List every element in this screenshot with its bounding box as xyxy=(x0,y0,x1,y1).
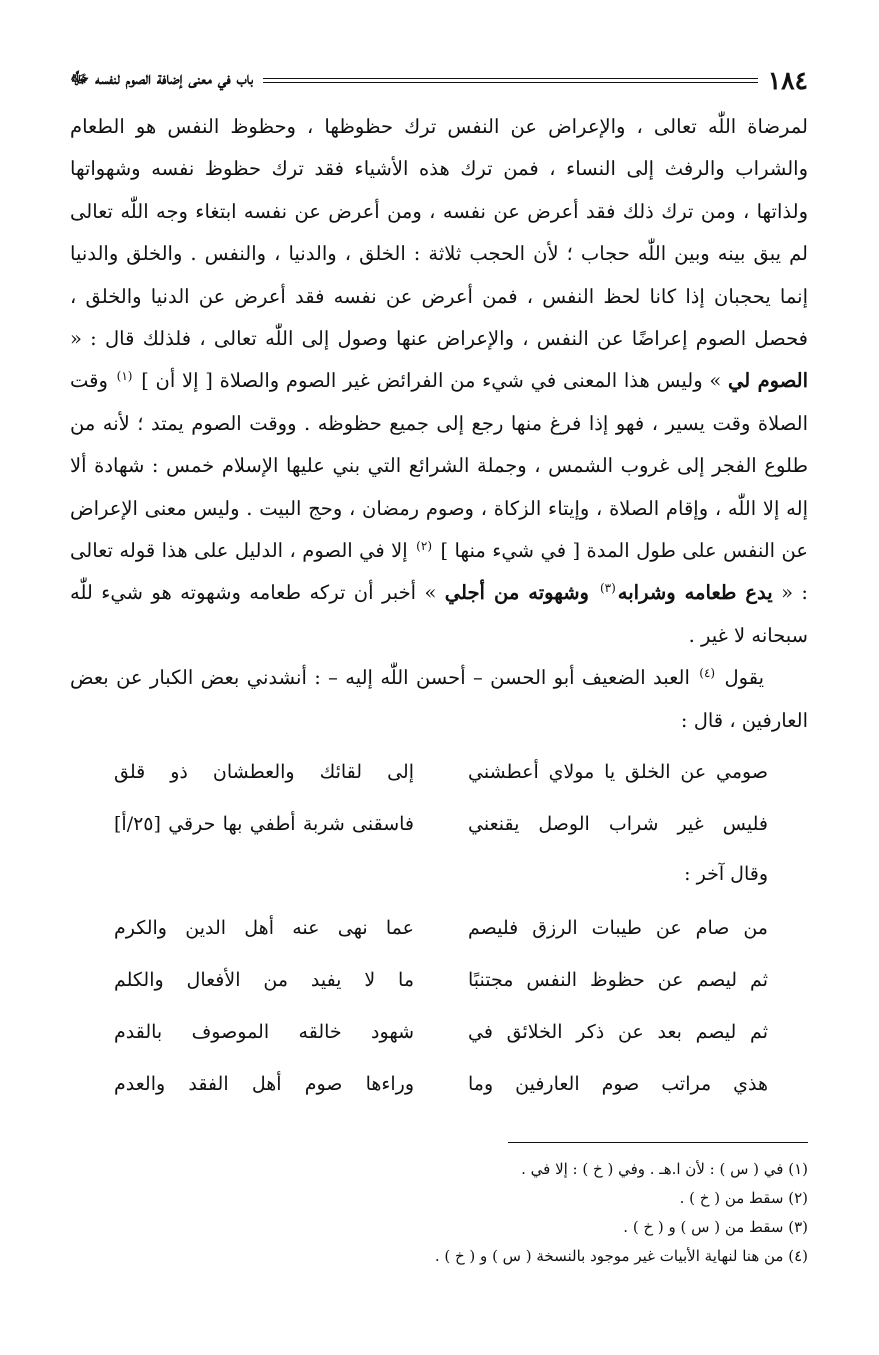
footnote: (٤) من هنا لنهاية الأبيات غير موجود بالنسخة ( س ) و ( خ ) . xyxy=(434,1247,808,1266)
footnote-reference[interactable]: (٣) xyxy=(599,580,616,595)
header-double-rule xyxy=(263,78,758,83)
verse-second-hemistich: فاسقنى شربة أطفي بها حرقي [٢٥/أ] xyxy=(114,813,414,836)
footnote-reference[interactable]: (٤) xyxy=(699,665,716,680)
footnote: (٣) سقط من ( س ) و ( خ ) . xyxy=(623,1218,808,1237)
verse-first-hemistich: فليس غير شراب الوصل يقنعني xyxy=(468,813,768,836)
running-header xyxy=(70,62,808,98)
quoted-hadith: وشهوته من أجلي xyxy=(444,581,598,605)
verse-line xyxy=(70,1006,808,1058)
quoted-hadith: الصوم لي xyxy=(728,369,808,393)
verse-line xyxy=(70,798,808,850)
footnote: (٢) سقط من ( خ ) . xyxy=(679,1189,808,1208)
book-page xyxy=(70,62,808,1271)
verse-second-hemistich: وراءها صوم أهل الفقد والعدم xyxy=(114,1073,414,1096)
text-run: وقت الصلاة وقت يسير ، فهو إذا فرغ منها رجع إلى جميع حظوظه . ووقت الصوم يمتد ؛ لأنه من طلوع الفجر إلى غروب الشمس ، وجملة الشرائع التي بني عليها الإسلام خمس : شهادة ألا إله إلا اللّٰه ، وإقام الصلاة ، وإيتاء الزكاة ، وصوم رمضان ، وحج البيت . وليس معنى الإعراض عن النفس على طول المدة [ في شيء منها ] xyxy=(70,369,809,563)
footnote-reference[interactable]: (١) xyxy=(116,368,133,383)
verse-second-hemistich: ما لا يفيد من الأفعال والكلم xyxy=(114,969,414,992)
poem-second xyxy=(70,902,808,1110)
footnote-reference[interactable]: (٢) xyxy=(416,538,432,553)
verse-first-hemistich: من صام عن طيبات الرزق فليصم xyxy=(468,917,768,940)
text-run: إلا في الصوم ، الدليل على هذا قوله تعالى : « xyxy=(70,539,808,605)
text-run: » وليس هذا المعنى في شيء من الفرائض غير الصوم والصلاة [ إلا أن ] xyxy=(134,369,729,393)
footnote: (١) في ( س ) : لأن ا.هـ . وفي ( خ ) : إلا في . xyxy=(521,1160,808,1179)
verse-first-hemistich: صومي عن الخلق يا مولاي أعطشني xyxy=(468,761,768,784)
verse-first-hemistich: ثم ليصم بعد عن ذكر الخلائق في xyxy=(468,1021,768,1044)
verse-line xyxy=(70,746,808,798)
page-number: ١٨٤ xyxy=(767,65,808,95)
verse-line xyxy=(70,902,808,954)
verse-first-hemistich: هذي مراتب صوم العارفين وما xyxy=(468,1073,768,1096)
verse-second-hemistich: إلى لقائك والعطشان ذو قلق xyxy=(114,761,414,784)
paragraph xyxy=(70,657,808,742)
poem-intro: وقال آخر : xyxy=(684,863,768,886)
chapter-title: باب في معنى إضافة الصوم لنفسه ﷻ xyxy=(70,68,253,89)
footnotes xyxy=(70,1155,808,1271)
paragraph xyxy=(70,106,808,657)
verse-second-hemistich: عما نهى عنه أهل الدين والكرم xyxy=(114,917,414,940)
text-run: العبد الضعيف أبو الحسن – أحسن اللّٰه إليه – : أنشدني بعض الكبار عن بعض العارفين ، قال : xyxy=(70,666,808,732)
main-text xyxy=(70,106,808,742)
text-run: » أخبر أن تركه طعامه وشهوته هو شيء للّٰه سبحانه لا غير . xyxy=(70,581,808,647)
text-run: يقول xyxy=(717,666,764,690)
text-run: لمرضاة اللّٰه تعالى ، والإعراض عن النفس ترك حظوظها ، وحظوظ النفس هو الطعام والشراب والرفث إلى النساء ، فمن ترك هذه الأشياء فقد ترك حظوظ نفسه وشهواتها ولذاتها ، ومن ترك ذلك فقد أعرض عن نفسه ، ومن أعرض عن نفسه ابتغاء وجه اللّٰه تعالى لم يبق بينه وبين اللّٰه حجاب ؛ لأن الحجب ثلاثة : الخلق ، والدنيا ، والنفس . والخلق والدنيا إنما يحجبان إذا كانا لحظ النفس ، فمن أعرض عن نفسه فقد أعرض عن الدنيا والخلق ، فحصل الصوم إعراضًا عن النفس ، والإعراض عنها وصول إلى اللّٰه تعالى ، فلذلك قال : « xyxy=(70,115,808,351)
verse-second-hemistich: شهود خالقه الموصوف بالقدم xyxy=(114,1021,414,1044)
poem-first xyxy=(70,746,808,850)
verse-line xyxy=(70,1058,808,1110)
quoted-hadith: يدع طعامه وشرابه xyxy=(617,581,773,605)
verse-first-hemistich: ثم ليصم عن حظوظ النفس مجتنبًا xyxy=(468,969,768,992)
footnote-separator xyxy=(508,1142,808,1143)
verse-line xyxy=(70,954,808,1006)
